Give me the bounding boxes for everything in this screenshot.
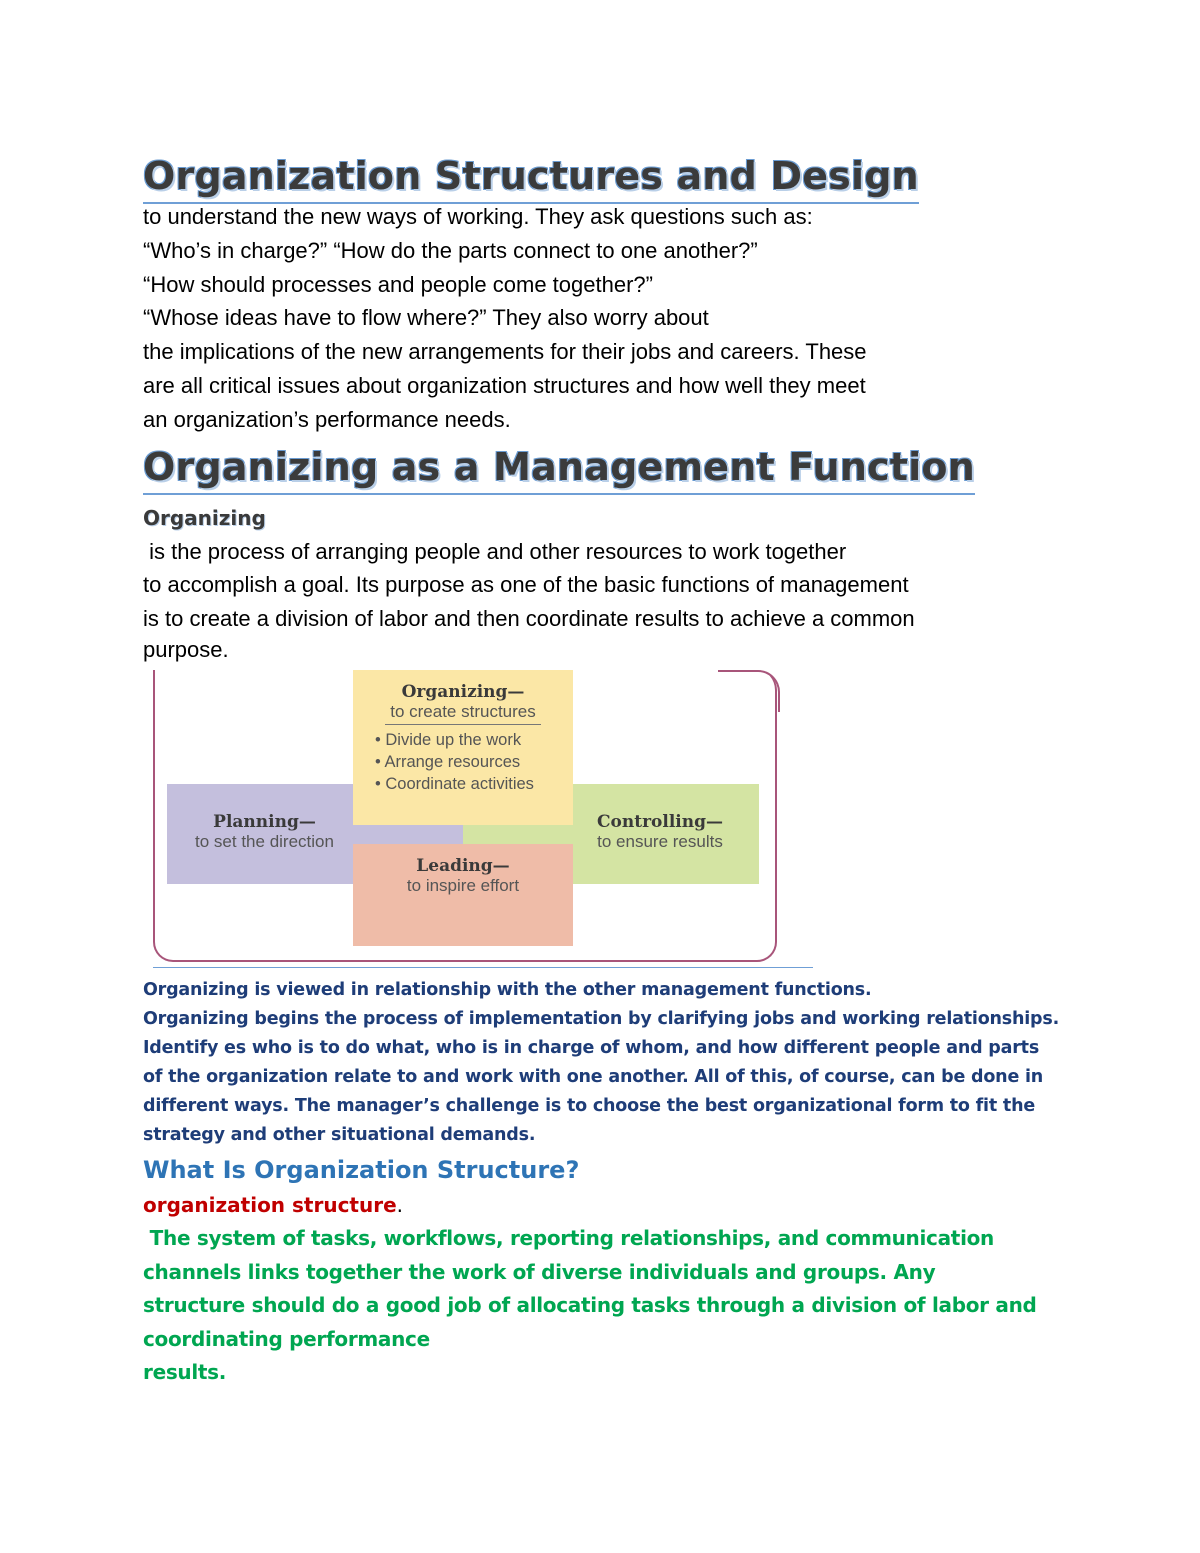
controlling-title: Controlling—	[597, 811, 723, 832]
caption-line: strategy and other situational demands.	[143, 1124, 536, 1145]
section2-line: is to create a division of labor and then coordinate results to achieve a common	[143, 606, 915, 632]
leading-subtitle: to inspire effort	[406, 875, 520, 895]
section2-line: is the process of arranging people and other resources to work together	[143, 538, 847, 564]
definition-line: coordinating performance	[143, 1326, 430, 1351]
definition-line: channels links together the work of diverse individuals and groups. Any	[143, 1259, 936, 1284]
figure-caption	[143, 976, 1073, 1150]
caption-line: Organizing begins the process of implementation by clarifying jobs and working relationships.	[143, 1008, 1060, 1029]
section1-line: “How should processes and people come together?”	[143, 271, 653, 297]
organizing-list	[353, 729, 573, 795]
leading-title: Leading—	[416, 855, 510, 876]
section1-line: the implications of the new arrangements for their jobs and careers. These	[143, 339, 867, 365]
heading-organizing-management-function: Organizing as a Management Function	[143, 441, 975, 495]
section1-line: an organization’s performance needs.	[143, 406, 511, 432]
definition-line: structure should do a good job of allocating tasks through a division of labor and	[143, 1293, 1037, 1318]
figure-frame-corner	[718, 670, 780, 712]
definition-line: results.	[143, 1360, 227, 1385]
caption-line: Organizing is viewed in relationship with the other management functions.	[143, 979, 872, 1000]
caption-line: of the organization relate to and work with one another. All of this, of course, can be done in	[143, 1066, 1044, 1087]
term-text: organization structure	[143, 1192, 397, 1217]
controlling-subtitle: to ensure results	[597, 831, 723, 851]
leading-box	[353, 844, 573, 946]
section2-body	[143, 535, 1073, 664]
planning-title: Planning—	[213, 811, 316, 832]
organizing-subtitle: to create structures	[385, 702, 541, 725]
term-punct: .	[396, 1192, 404, 1217]
organizing-box	[353, 670, 573, 825]
subheading-organizing: Organizing	[143, 505, 266, 530]
management-functions-figure	[153, 670, 813, 970]
section1-line: are all critical issues about organization structures and how well they meet	[143, 372, 866, 398]
heading-organization-structures: Organization Structures and Design	[143, 150, 919, 204]
planning-subtitle: to set the direction	[195, 831, 334, 851]
caption-line: different ways. The manager’s challenge is to choose the best organizational form to fit the	[143, 1095, 1036, 1116]
organizing-list-item: • Coordinate activities	[375, 774, 534, 793]
organizing-list-item: • Divide up the work	[375, 730, 522, 749]
section1-line: “Who’s in charge?” “How do the parts connect to one another?”	[143, 237, 758, 263]
term-organization-structure	[143, 1188, 1073, 1222]
organizing-list-item: • Arrange resources	[375, 752, 521, 771]
definition-line: The system of tasks, workflows, reporting relationships, and communication	[143, 1225, 994, 1250]
figure-underline	[153, 967, 813, 968]
section1-body	[143, 200, 1073, 437]
caption-line: Identify es who is to do what, who is in charge of whom, and how different people and parts	[143, 1037, 1040, 1058]
section2-line: to accomplish a goal. Its purpose as one of the basic functions of management	[143, 572, 909, 598]
section1-line: to understand the new ways of working. They ask questions such as:	[143, 204, 813, 229]
definition-body	[143, 1222, 1073, 1390]
organizing-title: Organizing—	[401, 681, 525, 702]
section2-line: purpose.	[143, 636, 229, 662]
document-page	[143, 150, 1073, 1390]
section1-line: “Whose ideas have to flow where?” They also worry about	[143, 305, 709, 331]
heading-what-is-organization-structure: What Is Organization Structure?	[143, 1155, 580, 1184]
